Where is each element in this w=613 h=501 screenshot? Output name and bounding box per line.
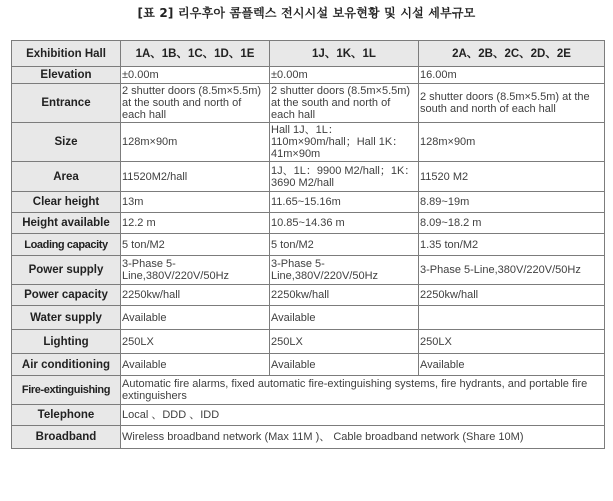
row-label-fire-extinguishing: Fire-extinguishing [12,376,121,405]
cell-loading-capacity-3: 1.35 ton/M2 [419,234,605,256]
cell-size-3: 128m×90m [419,123,605,162]
cell-lighting-3: 250LX [419,330,605,354]
row-broadband [12,426,605,449]
cell-power-capacity-2: 2250kw/hall [270,285,419,306]
row-lighting [12,330,605,354]
cell-clear-height-3: 8.89~19m [419,192,605,213]
row-label-size: Size [12,123,121,162]
row-label-water-supply: Water supply [12,306,121,330]
cell-lighting-2: 250LX [270,330,419,354]
table-caption: [표 2] 리우후아 콤플렉스 전시시설 보유현황 및 시설 세부규모 [137,6,476,20]
cell-fire-extinguishing: Automatic fire alarms, fixed automatic fire-extinguishing systems, fire hydrants, and portable fire extinguishers [121,376,605,405]
cell-entrance-1: 2 shutter doors (8.5m×5.5m) at the south and north of each hall [121,84,270,123]
cell-power-supply-2: 3-Phase 5-Line,380V/220V/50Hz [270,256,419,285]
row-label-air-conditioning: Air conditioning [12,354,121,376]
header-halls-1a-1e: 1A、1B、1C、1D、1E [121,41,270,67]
cell-area-3: 11520 M2 [419,162,605,192]
row-label-area: Area [12,162,121,192]
row-label-clear-height: Clear height [12,192,121,213]
row-label-broadband: Broadband [12,426,121,449]
row-water-supply [12,306,605,330]
row-label-elevation: Elevation [12,67,121,84]
cell-size-2: Hall 1J、1L：110m×90m/hall；Hall 1K：41m×90m [270,123,419,162]
cell-water-supply-3 [419,306,605,330]
row-label-lighting: Lighting [12,330,121,354]
header-halls-2a-2e: 2A、2B、2C、2D、2E [419,41,605,67]
cell-clear-height-1: 13m [121,192,270,213]
cell-water-supply-2: Available [270,306,419,330]
header-halls-1j-1l: 1J、1K、1L [270,41,419,67]
cell-power-supply-1: 3-Phase 5-Line,380V/220V/50Hz [121,256,270,285]
cell-height-available-1: 12.2 m [121,213,270,234]
row-elevation [12,67,605,84]
cell-size-1: 128m×90m [121,123,270,162]
cell-entrance-3: 2 shutter doors (8.5m×5.5m) at the south and north of each hall [419,84,605,123]
cell-clear-height-2: 11.65~15.16m [270,192,419,213]
row-label-power-capacity: Power capacity [12,285,121,306]
cell-height-available-2: 10.85~14.36 m [270,213,419,234]
cell-elevation-3: 16.00m [419,67,605,84]
row-label-telephone: Telephone [12,405,121,426]
cell-air-conditioning-1: Available [121,354,270,376]
cell-air-conditioning-3: Available [419,354,605,376]
row-label-loading-capacity: Loading capacity [12,234,121,256]
cell-elevation-1: ±0.00m [121,67,270,84]
cell-height-available-3: 8.09~18.2 m [419,213,605,234]
row-power-capacity [12,285,605,306]
row-power-supply [12,256,605,285]
row-loading-capacity [12,234,605,256]
cell-area-1: 11520M2/hall [121,162,270,192]
cell-loading-capacity-2: 5 ton/M2 [270,234,419,256]
header-exhibition-hall: Exhibition Hall [12,41,121,67]
cell-entrance-2: 2 shutter doors (8.5m×5.5m) at the south and north of each hall [270,84,419,123]
row-fire-extinguishing [12,376,605,405]
row-entrance [12,84,605,123]
cell-power-capacity-3: 2250kw/hall [419,285,605,306]
row-size [12,123,605,162]
row-air-conditioning [12,354,605,376]
cell-water-supply-1: Available [121,306,270,330]
row-height-available [12,213,605,234]
row-telephone [12,405,605,426]
row-clear-height [12,192,605,213]
exhibition-hall-spec-table [11,40,605,449]
row-label-entrance: Entrance [12,84,121,123]
cell-telephone: Local 、DDD 、IDD [121,405,605,426]
cell-air-conditioning-2: Available [270,354,419,376]
cell-lighting-1: 250LX [121,330,270,354]
row-area [12,162,605,192]
cell-loading-capacity-1: 5 ton/M2 [121,234,270,256]
row-label-height-available: Height available [12,213,121,234]
cell-elevation-2: ±0.00m [270,67,419,84]
header-row [12,41,605,67]
cell-broadband: Wireless broadband network (Max 11M )、 Cable broadband network (Share 10M) [121,426,605,449]
cell-power-supply-3: 3-Phase 5-Line,380V/220V/50Hz [419,256,605,285]
row-label-power-supply: Power supply [12,256,121,285]
cell-area-2: 1J、1L：9900 M2/hall；1K：3690 M2/hall [270,162,419,192]
cell-power-capacity-1: 2250kw/hall [121,285,270,306]
